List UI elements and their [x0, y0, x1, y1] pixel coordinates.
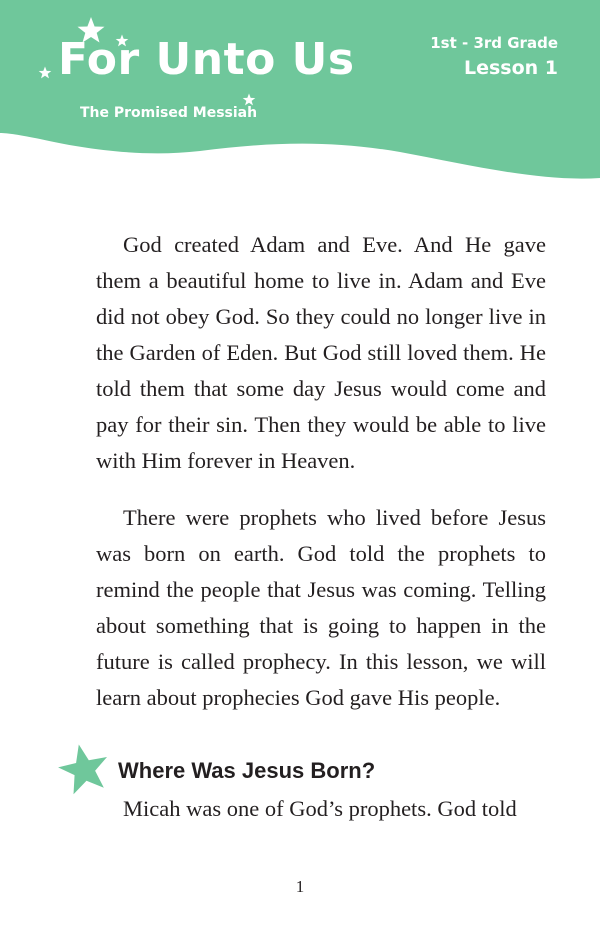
series-subtitle: The Promised Messiah [80, 105, 258, 121]
paragraph: God created Adam and Eve. And He gave them a beautiful home to live in. Adam and Eve did not obey God. So they could no longer live in the Garden of Eden. But God still loved them. He told them that some day Jesus would come and pay for their sin. Then they would be able to live with Him forever in Heaven. [96, 232, 546, 473]
star-icon [38, 66, 52, 80]
section-heading: Where Was Jesus Born? [118, 758, 376, 783]
paragraph: Micah was one of God’s prophets. God told [123, 796, 517, 821]
page-number: 1 [295, 877, 305, 896]
series-title: For Unto Us [58, 34, 355, 85]
grade-label: 1st - 3rd Grade [430, 34, 558, 52]
header-banner [0, 0, 600, 200]
lesson-body-continued [96, 791, 546, 827]
star-icon [56, 741, 112, 797]
lesson-body [96, 227, 546, 716]
lesson-label: Lesson 1 [463, 57, 558, 79]
paragraph: There were prophets who lived before Jesus was born on earth. God told the prophets to remind the people that Jesus was coming. Telling about something that is going to happen in the future is called prophecy. In this lesson, we will learn about prophecies God gave His people. [96, 505, 546, 710]
